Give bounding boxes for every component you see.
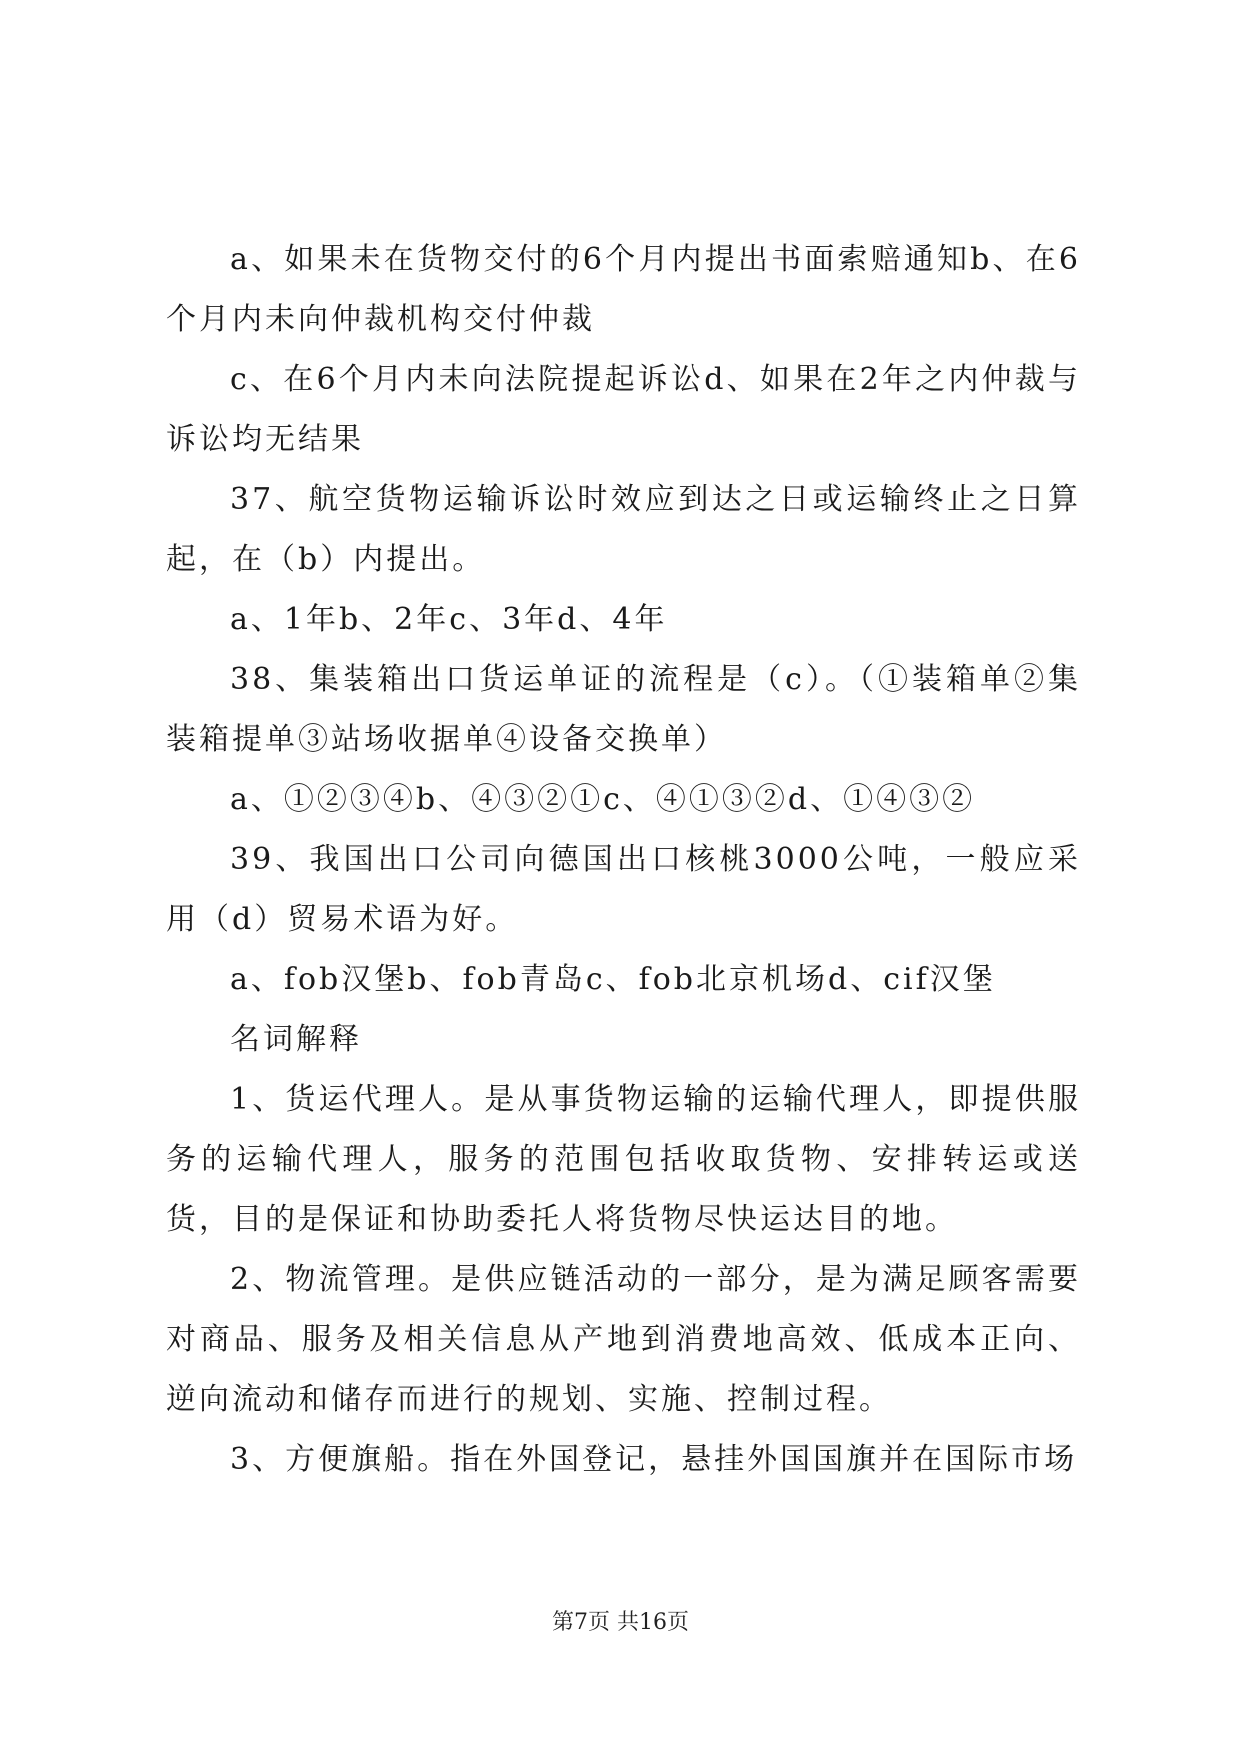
answer-options-36: a、如果未在货物交付的6个月内提出书面索赔通知b、在6个月内未向仲裁机构交付仲裁: [166, 242, 1081, 337]
answer-options-39: a、fob汉堡b、fob青岛c、fob北京机场d、cif汉堡: [230, 962, 996, 997]
definition-2: 2、物流管理。是供应链活动的一部分，是为满足顾客需要对商品、服务及相关信息从产地到消费地高效、低成本正向、逆向流动和储存而进行的规划、实施、控制过程。: [166, 1262, 1081, 1417]
question-39: 39、我国出口公司向德国出口核桃3000公吨，一般应采用（d）贸易术语为好。: [166, 842, 1081, 937]
answer-options-36-cont: c、在6个月内未向法院提起诉讼d、如果在2年之内仲裁与诉讼均无结果: [166, 362, 1081, 457]
definition-3: 3、方便旗船。指在外国登记，悬挂外国国旗并在国际市场: [230, 1442, 1078, 1477]
definition-1: 1、货运代理人。是从事货物运输的运输代理人，即提供服务的运输代理人，服务的范围包括收取货物、安排转运或送货，目的是保证和协助委托人将货物尽快运达目的地。: [166, 1082, 1081, 1237]
question-38: 38、集装箱出口货运单证的流程是（c）。（①装箱单②集装箱提单③站场收据单④设备交换单）: [166, 662, 1081, 757]
answer-options-37: a、1年b、2年c、3年d、4年: [230, 602, 668, 637]
question-37: 37、航空货物运输诉讼时效应到达之日或运输终止之日算起，在（b）内提出。: [166, 482, 1081, 577]
answer-options-38: a、①②③④b、④③②①c、④①③②d、①④③②: [230, 782, 976, 817]
page-number-label: 第7页 共16页: [552, 1610, 689, 1635]
page-footer: [0, 1605, 1241, 1636]
page-content: [166, 230, 1081, 1490]
section-heading: 名词解释: [230, 1022, 362, 1057]
